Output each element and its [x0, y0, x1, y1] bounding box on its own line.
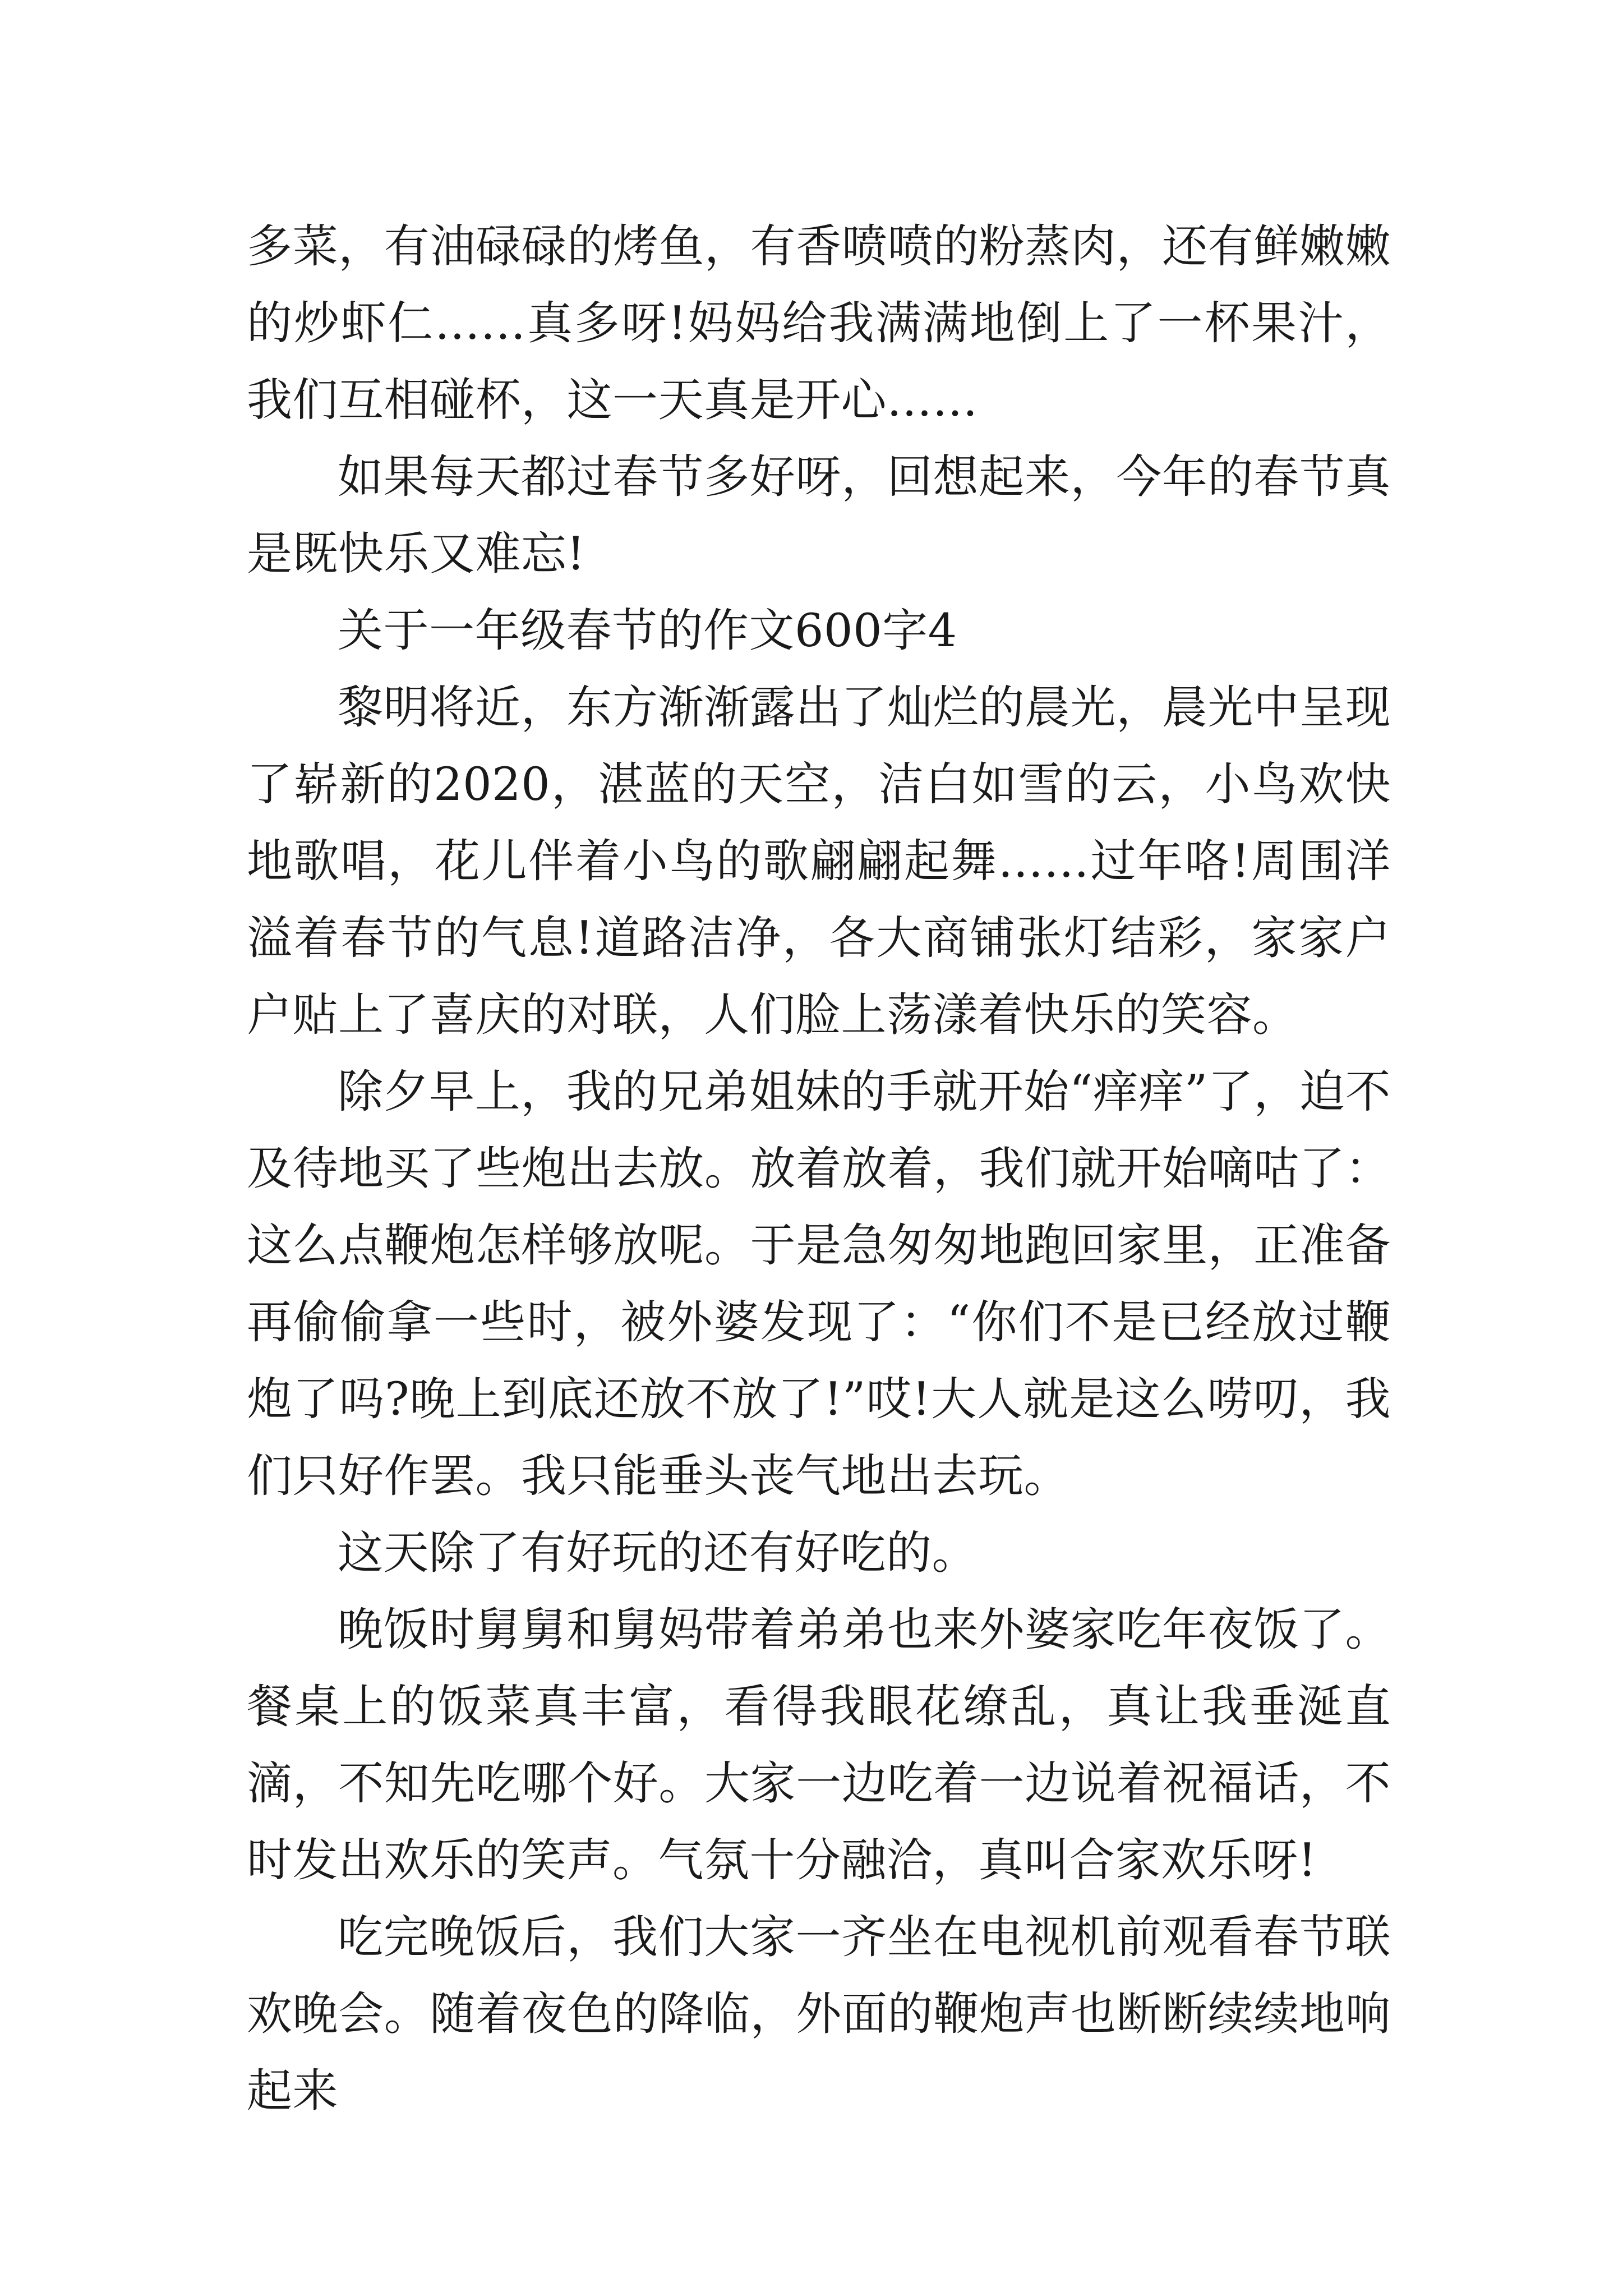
- paragraph: 如果每天都过春节多好呀，回想起来，今年的春节真是既快乐又难忘!: [247, 451, 1391, 581]
- document-body: [247, 209, 1391, 2130]
- paragraph: 这天除了有好玩的还有好吃的。: [338, 1527, 978, 1580]
- section-heading: 关于一年级春节的作文600字4: [338, 605, 957, 657]
- paragraph: 晚饭时舅舅和舅妈带着弟弟也来外婆家吃年夜饭了。餐桌上的饭菜真丰富，看得我眼花缭乱，真让我垂涎直滴，不知先吃哪个好。大家一边吃着一边说着祝福话，不时发出欢乐的笑声。气氛十分融洽，真叫合家欢乐呀!: [247, 1604, 1391, 1887]
- paragraph: 吃完晚饭后，我们大家一齐坐在电视机前观看春节联欢晚会。随着夜色的降临，外面的鞭炮声也断断续续地响起来: [247, 1911, 1391, 2118]
- paragraph: 黎明将近，东方渐渐露出了灿烂的晨光，晨光中呈现了崭新的2020，湛蓝的天空，洁白如雪的云，小鸟欢快地歌唱，花儿伴着小鸟的歌翩翩起舞……过年咯!周围洋溢着春节的气息!道路洁净，各大商铺张灯结彩，家家户户贴上了喜庆的对联，人们脸上荡漾着快乐的笑容。: [247, 682, 1391, 1042]
- paragraph-continuation: 多菜，有油碌碌的烤鱼，有香喷喷的粉蒸肉，还有鲜嫩嫩的炒虾仁……真多呀!妈妈给我满满地倒上了一杯果汁，我们互相碰杯，这一天真是开心……: [247, 220, 1391, 427]
- paragraph: 除夕早上，我的兄弟姐妹的手就开始“痒痒”了，迫不及待地买了些炮出去放。放着放着，我们就开始嘀咕了：这么点鞭炮怎样够放呢。于是急匆匆地跑回家里，正准备再偷偷拿一些时，被外婆发现了：“你们不是已经放过鞭炮了吗?晚上到底还放不放了!”哎!大人就是这么唠叨，我们只好作罢。我只能垂头丧气地出去玩。: [247, 1066, 1391, 1503]
